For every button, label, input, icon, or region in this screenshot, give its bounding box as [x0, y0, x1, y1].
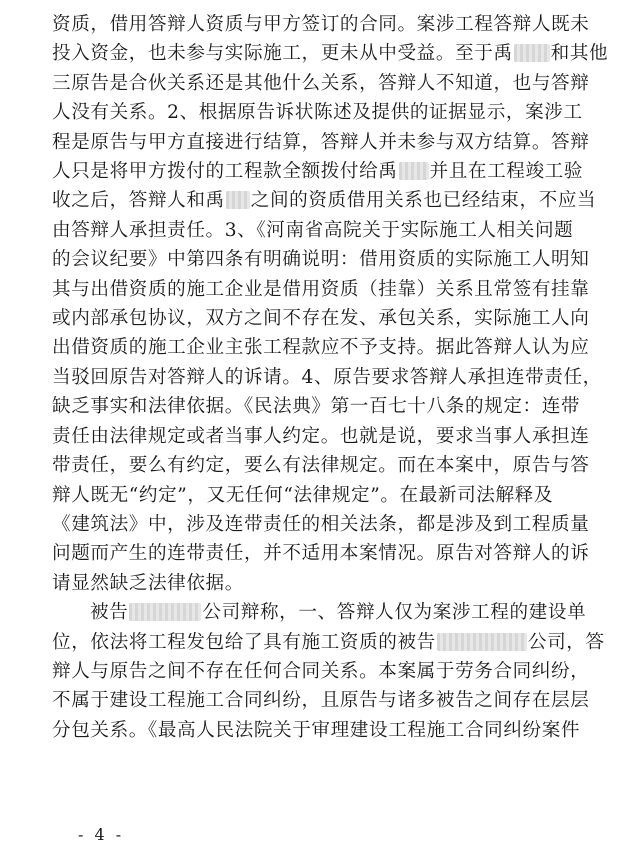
text-line [52, 451, 612, 480]
redacted-name [399, 162, 429, 180]
text-line [52, 657, 612, 686]
redacted-name [129, 603, 201, 621]
redacted-name [437, 633, 527, 651]
text-line [52, 128, 612, 157]
text-segment: 其与出借资质的施工企业是借用资质（挂靠）关系且常签有挂靠 [52, 278, 590, 300]
text-segment: 或内部承包协议，双方之间不存在发、承包关系，实际施工人向 [52, 308, 590, 330]
text-line [52, 333, 612, 362]
paragraph-1 [52, 10, 612, 598]
text-line [52, 481, 612, 510]
text-line [52, 422, 612, 451]
text-line [52, 539, 612, 568]
text-segment: 被告 [90, 602, 129, 624]
text-line [52, 216, 612, 245]
text-line [52, 598, 612, 627]
redacted-name [514, 44, 550, 62]
text-segment: 问题而产生的连带责任，并不适用本案情况。原告对答辩人的诉 [52, 543, 590, 565]
page-number: - 4 - [78, 825, 125, 844]
text-segment: 位，依法将工程发包给了具有施工资质的被告 [52, 631, 436, 653]
text-segment: 辩人既无“约定”，又无任何“法律规定”。在最新司法解释及 [52, 484, 554, 506]
document-body [52, 10, 612, 745]
text-line [52, 392, 612, 421]
text-line [52, 69, 612, 98]
text-line [52, 245, 612, 274]
text-segment: 并且在工程竣工验 [429, 161, 584, 183]
text-line [52, 716, 612, 745]
text-segment: 分包关系。《最高人民法院关于审理建设工程施工合同纠纷案件 [52, 719, 581, 741]
text-segment: 之间的资质借用关系也已经结束，不应当 [250, 190, 597, 212]
text-segment: 由答辩人承担责任。3、《河南省高院关于实际施工人相关问题 [52, 219, 574, 241]
text-line [52, 157, 612, 186]
text-segment: 出借资质的施工企业主张工程款应不予支持。据此答辩人认为应 [52, 337, 590, 359]
text-line [52, 275, 612, 304]
text-segment: 的会议纪要》中第四条有明确说明：借用资质的实际施工人明知 [52, 249, 590, 271]
text-segment: 人没有关系。2、根据原告诉状陈述及提供的证据显示，案涉工 [52, 102, 583, 124]
text-segment: 《建筑法》中，涉及连带责任的相关法条，都是涉及到工程质量 [52, 513, 590, 535]
text-segment: 不属于建设工程施工合同纠纷，且原告与诸多被告之间存在层层 [52, 690, 590, 712]
text-line [52, 186, 612, 215]
text-segment: 公司辩称，一、答辩人仅为案涉工程的建设单 [202, 602, 587, 624]
text-line [52, 510, 612, 539]
text-segment: 请显然缺乏法律依据。 [52, 572, 244, 594]
text-line [52, 686, 612, 715]
text-segment: 责任由法律规定或者当事人约定。也就是说，要求当事人承担连 [52, 425, 590, 447]
text-segment: 三原告是合伙关系还是其他什么关系，答辩人不知道，也与答辩 [52, 72, 590, 94]
text-line [52, 304, 612, 333]
redacted-name [226, 191, 250, 209]
text-segment: 程是原告与甲方直接进行结算，答辩人并未参与双方结算。答辩 [52, 131, 590, 153]
text-line [52, 10, 612, 39]
text-segment: 人只是将甲方拨付的工程款全额拨付给禹 [52, 161, 398, 183]
text-segment: 当驳回原告对答辩人的诉请。4、原告要求答辩人承担连带责任， [52, 366, 602, 388]
text-segment: 和其他 [550, 43, 609, 65]
text-segment: 缺乏事实和法律依据。《民法典》第一百七十八条的规定：连带 [52, 396, 581, 418]
text-segment: 带责任，要么有约定，要么有法律规定。而在本案中，原告与答 [52, 455, 590, 477]
text-segment: 公司，答 [527, 631, 605, 653]
text-segment: 投入资金，也未参与实际施工，更未从中受益。至于禹 [52, 43, 513, 65]
text-line [52, 628, 612, 657]
text-segment: 收之后，答辩人和禹 [52, 190, 225, 212]
text-line [52, 98, 612, 127]
paragraph-2 [52, 598, 612, 745]
text-segment: 辩人与原告之间不存在任何合同关系。本案属于劳务合同纠纷， [52, 660, 590, 682]
text-segment: 资质，借用答辩人资质与甲方签订的合同。案涉工程答辩人既未 [52, 14, 590, 35]
text-line [52, 569, 612, 598]
text-line [52, 363, 612, 392]
text-line [52, 39, 612, 68]
